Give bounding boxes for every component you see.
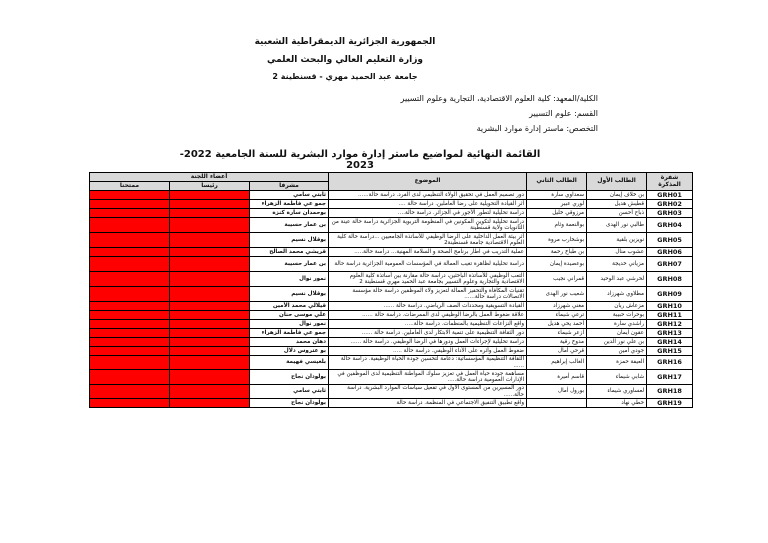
- student2-cell: بوشخارب مروة: [527, 233, 587, 248]
- student2-cell: بورول أمال: [527, 385, 587, 399]
- table-row: [90, 218, 693, 233]
- president-cell: [170, 356, 250, 370]
- supervisor-cell: دهان محمد: [250, 338, 329, 347]
- examiner-cell: [90, 370, 170, 385]
- president-cell: [170, 329, 250, 338]
- table-row: [90, 302, 693, 311]
- student2-cell: سعداوي سارة: [527, 191, 587, 200]
- student1-cell: نويزين بلقية: [587, 233, 647, 248]
- president-cell: [170, 200, 250, 209]
- subject-cell: علاقة ضغوط العمل بالرضا الوظيفي لدى الممرضات. دراسة حالة ......: [329, 311, 527, 320]
- examiner-cell: [90, 209, 170, 218]
- department-line: القسم: علوم التسيير: [529, 109, 598, 118]
- president-cell: [170, 272, 250, 287]
- table-row: [90, 329, 693, 338]
- subject-cell: دور المسيرين من المستوى الأول في تفعيل سياسات الموارد البشرية. دراسة حالة......: [329, 385, 527, 399]
- subject-cell: التعب الوظيفي للأساتذة الباحثين، دراسة حالة مقارنة بين أساتذة كلية العلوم الاقتصادية والتجارية وعلوم التسيير بجامعة عبد الحميد مهري قسنطينة 2: [329, 272, 527, 287]
- table-row: [90, 385, 693, 399]
- student2-cell: الغالب إبراهيم: [527, 356, 587, 370]
- subject-cell: دراسة تحليلية لظاهرة تغيب العمالة في المؤسسات العمومية الجزائرية دراسة حالة: [329, 257, 527, 272]
- specialty-line: التخصص: ماستر إدارة موارد البشرية: [476, 124, 598, 133]
- supervisor-cell: بوقلال نسيم: [250, 233, 329, 248]
- examiner-cell: [90, 356, 170, 370]
- table-row: [90, 257, 693, 272]
- table-row: [90, 320, 693, 329]
- header-examiner: ممتحنا: [90, 182, 170, 191]
- memo-code-cell: GRH08: [647, 272, 693, 287]
- president-cell: [170, 385, 250, 399]
- president-cell: [170, 248, 250, 257]
- student1-cell: بوحرات حبيبة: [587, 311, 647, 320]
- supervisor-cell: ثابتي سامي: [250, 191, 329, 200]
- student1-cell: لحرشي عبد الوحيد: [587, 272, 647, 287]
- supervisor-cell: بولودان نجاح: [250, 370, 329, 385]
- subjects-table: [89, 172, 693, 408]
- memo-code-cell: GRH16: [647, 356, 693, 370]
- student2-cell: قرحي أمال: [527, 347, 587, 356]
- subject-cell: مساهمة جودة حياة العمل في تعزيز سلوك المواطنة التنظيمية لدى الموظفين في الإدارات العمومية دراسة حالة.....: [329, 370, 527, 385]
- supervisor-cell: جمو عي فاطمة الزهراء: [250, 329, 329, 338]
- examiner-cell: [90, 248, 170, 257]
- president-cell: [170, 218, 250, 233]
- memo-code-cell: GRH15: [647, 347, 693, 356]
- table-row: [90, 338, 693, 347]
- header-student1: الطالب الأول: [587, 173, 647, 191]
- university-heading: جامعة عبد الحميد مهري - قسنطينة 2: [272, 72, 418, 81]
- table-row: [90, 233, 693, 248]
- subject-cell: القيادة التسويقية ومحددات الصف الرياضي. دراسة حالة ......: [329, 302, 527, 311]
- president-cell: [170, 320, 250, 329]
- student1-cell: مزياني خديجة: [587, 257, 647, 272]
- student2-cell: بوعصيدة إيمان: [527, 257, 587, 272]
- table-row: [90, 272, 693, 287]
- ministry-heading: وزارة التعليم العالي والبحث العلمي: [266, 55, 424, 65]
- table-body: [90, 191, 693, 408]
- memo-code-cell: GRH05: [647, 233, 693, 248]
- president-cell: [170, 311, 250, 320]
- table-row: [90, 191, 693, 200]
- student2-cell: مغني شهرزاد: [527, 302, 587, 311]
- subject-cell: أثر القيادة التحويلية على رضا العاملين. دراسة حالة ....: [329, 200, 527, 209]
- memo-code-cell: GRH13: [647, 329, 693, 338]
- page-title: القائمة النهائية لمواضيع ماستر إدارة موارد البشرية للسنة الجامعية 2022-2023: [179, 149, 541, 171]
- student1-cell: ذباح أحسن: [587, 209, 647, 218]
- subject-cell: أثر بيئة العمل الداخلية على الرضا الوظيفي للأساتذة الجامعيين ...دراسة حالة كلية العلوم الاقتصادية جامعة قسنطينة2: [329, 233, 527, 248]
- header-code: شفرة المذكرة: [647, 173, 693, 191]
- subject-cell: دور الثقافة التنظيمية على تنمية الابتكار لدى العاملين. دراسة حالة ......: [329, 329, 527, 338]
- memo-code-cell: GRH07: [647, 257, 693, 272]
- memo-code-cell: GRH01: [647, 191, 693, 200]
- student2-cell: بن طباخ رحمة: [527, 248, 587, 257]
- student1-cell: مطلاوي شهرزاد: [587, 287, 647, 302]
- memo-code-cell: GRH04: [647, 218, 693, 233]
- supervisor-cell: ثابتي سامي: [250, 385, 329, 399]
- president-cell: [170, 370, 250, 385]
- memo-code-cell: GRH19: [647, 399, 693, 408]
- student1-cell: جودي أمين: [587, 347, 647, 356]
- table-row: [90, 200, 693, 209]
- student1-cell: العيفة حمزة: [587, 356, 647, 370]
- table-row: [90, 209, 693, 218]
- faculty-line: الكلية/المعهد: كلية العلوم الاقتصادية، التجارية وعلوم التسيير: [400, 94, 598, 103]
- subject-cell: الثقافة التنظيمية المؤسساتية: دعامة لتحسين جودة الحياة الوظيفية. دراسة حالة ......: [329, 356, 527, 370]
- memo-code-cell: GRH06: [647, 248, 693, 257]
- header-committee: أعضاء اللجنة: [90, 173, 329, 182]
- examiner-cell: [90, 233, 170, 248]
- supervisor-cell: بوحمدان سارة كنزة: [250, 209, 329, 218]
- memo-code-cell: GRH12: [647, 320, 693, 329]
- table-row: [90, 347, 693, 356]
- header-supervisor: مشرفا: [250, 182, 329, 191]
- examiner-cell: [90, 257, 170, 272]
- table-row: [90, 370, 693, 385]
- supervisor-cell: بو عتروس دلال: [250, 347, 329, 356]
- student1-cell: حطي نهاد: [587, 399, 647, 408]
- subject-cell: واقع تطبيق التنفيق الاجتماعي في المنظمة. دراسة حالة: [329, 399, 527, 408]
- examiner-cell: [90, 338, 170, 347]
- student1-cell: لعساوري شيماء: [587, 385, 647, 399]
- student2-cell: ترعي شيماء: [527, 311, 587, 320]
- student2-cell: قاسم أميرة: [527, 370, 587, 385]
- student1-cell: شابي شيماء: [587, 370, 647, 385]
- examiner-cell: [90, 399, 170, 408]
- examiner-cell: [90, 200, 170, 209]
- supervisor-cell: قيلالي محمد الأمين: [250, 302, 329, 311]
- memo-code-cell: GRH10: [647, 302, 693, 311]
- president-cell: [170, 257, 250, 272]
- memo-code-cell: GRH11: [647, 311, 693, 320]
- supervisor-cell: بوقلال نسيم: [250, 287, 329, 302]
- president-cell: [170, 302, 250, 311]
- student2-cell: مدوخ رقية: [527, 338, 587, 347]
- student1-cell: راشدي سارة: [587, 320, 647, 329]
- header-subject: الموضوع: [329, 173, 527, 191]
- student1-cell: عقون ايمان: [587, 329, 647, 338]
- supervisor-cell: بولودان نجاح: [250, 399, 329, 408]
- memo-code-cell: GRH02: [647, 200, 693, 209]
- subject-cell: واقع النزاعات التنظيمية بالمنظمات. دراسة حالة.....: [329, 320, 527, 329]
- examiner-cell: [90, 302, 170, 311]
- student2-cell: قمراني نجيب: [527, 272, 587, 287]
- table-row: [90, 311, 693, 320]
- examiner-cell: [90, 385, 170, 399]
- student1-cell: مزعاش ريان: [587, 302, 647, 311]
- examiner-cell: [90, 329, 170, 338]
- header-student2: الطالب الثاني: [527, 173, 587, 191]
- supervisor-cell: نمور نوال: [250, 272, 329, 287]
- memo-code-cell: GRH09: [647, 287, 693, 302]
- supervisor-cell: نمور نوال: [250, 320, 329, 329]
- student1-cell: قطيش هديل: [587, 200, 647, 209]
- subject-cell: دراسة تحليلية لتكوين المكونين في المنظومة التربوية الجزائرية دراسة حالة عينة من الثانويات ولاية قسنطينة: [329, 218, 527, 233]
- subject-cell: دراسة تحليلية لإجراءات العمل ودورها في الرضا الوظيفي. دراسة حالة ......: [329, 338, 527, 347]
- supervisor-cell: بن عمار حسيبة: [250, 218, 329, 233]
- republic-heading: الجمهورية الجزائرية الديمقراطية الشعبية: [254, 37, 436, 47]
- examiner-cell: [90, 191, 170, 200]
- student2-cell: بوالنعمة وئام: [527, 218, 587, 233]
- president-cell: [170, 399, 250, 408]
- president-cell: [170, 191, 250, 200]
- president-cell: [170, 209, 250, 218]
- table-row: [90, 356, 693, 370]
- student1-cell: بن خلاف إيمان: [587, 191, 647, 200]
- examiner-cell: [90, 311, 170, 320]
- examiner-cell: [90, 347, 170, 356]
- memo-code-cell: GRH03: [647, 209, 693, 218]
- student1-cell: عشوب منال: [587, 248, 647, 257]
- examiner-cell: [90, 287, 170, 302]
- president-cell: [170, 233, 250, 248]
- student2-cell: [527, 399, 587, 408]
- president-cell: [170, 347, 250, 356]
- supervisor-cell: قريشي محمد الصالح: [250, 248, 329, 257]
- supervisor-cell: علي موسى حنان: [250, 311, 329, 320]
- supervisor-cell: جمو عي فاطمة الزهراء: [250, 200, 329, 209]
- memo-code-cell: GRH18: [647, 385, 693, 399]
- table-row: [90, 399, 693, 408]
- president-cell: [170, 287, 250, 302]
- subject-cell: دراسة تحليلية لتطور الأجور في الجزائر. دراسة حالة....: [329, 209, 527, 218]
- memo-code-cell: GRH17: [647, 370, 693, 385]
- examiner-cell: [90, 218, 170, 233]
- supervisor-cell: بلعيسي فهيمة: [250, 356, 329, 370]
- president-cell: [170, 338, 250, 347]
- student2-cell: مرزوقي خليل: [527, 209, 587, 218]
- memo-code-cell: GRH14: [647, 338, 693, 347]
- examiner-cell: [90, 272, 170, 287]
- student2-cell: شعيب نور الهدى: [527, 287, 587, 302]
- student2-cell: لوري عبير: [527, 200, 587, 209]
- student1-cell: طالبي نور الهدى: [587, 218, 647, 233]
- examiner-cell: [90, 320, 170, 329]
- header-president: رئيسا: [170, 182, 250, 191]
- subject-cell: ضغوط العمل وأثره على الأداء الوظيفي. دراسة حالة .....: [329, 347, 527, 356]
- subject-cell: عملية التدريب في اطار برنامج الصحة و السلامة المهنية... دراسة حالة.....: [329, 248, 527, 257]
- table-row: [90, 287, 693, 302]
- student1-cell: بن علي نور الدين: [587, 338, 647, 347]
- supervisor-cell: بن عمار حسيبة: [250, 257, 329, 272]
- student2-cell: أحمد يحي هديل: [527, 320, 587, 329]
- subject-cell: دور تصميم العمل في تحقيق الولاء التنظيمي لدى الفرد. دراسة حالة......: [329, 191, 527, 200]
- table-row: [90, 248, 693, 257]
- subject-cell: تقنيات المكافأة والتحفيز العمالة لتعزيز ولاء الموظفين دراسة حالة مؤسسة الاتصالات دراسة حالة......: [329, 287, 527, 302]
- student2-cell: ازعر شيماء: [527, 329, 587, 338]
